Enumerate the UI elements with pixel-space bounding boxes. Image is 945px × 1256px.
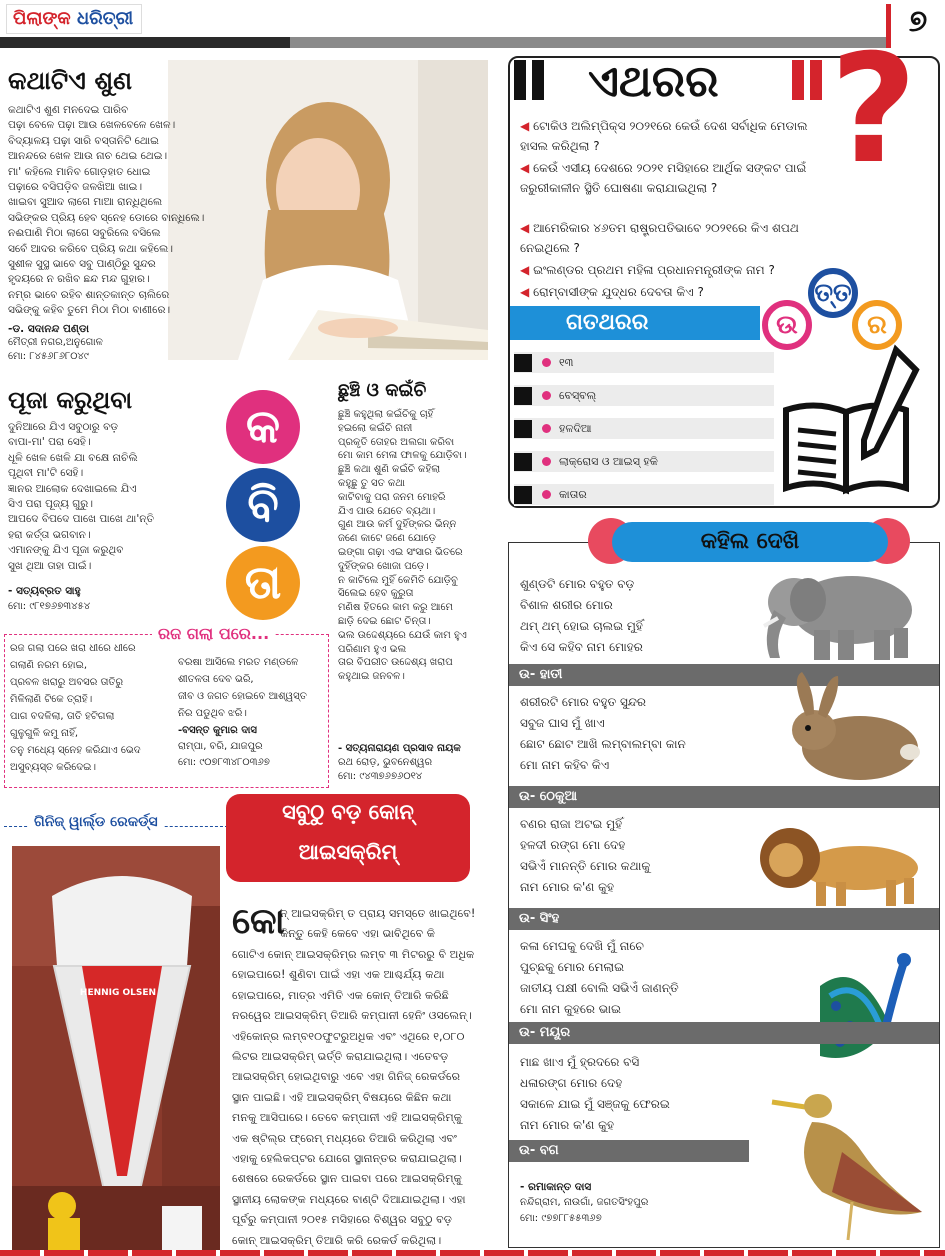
riddle-1 (520, 574, 643, 658)
puja-title: ପୂଜା କରୁଥିବା (8, 386, 133, 414)
riddle-line: ମାଛ ଖାଏ ମୁଁ ହ୍ରଦରେ ବସି (520, 1055, 640, 1069)
article-line: ଏହାକୁ ହେଲିକପ୍ଟର ଯୋଗେ ସ୍ଥାନାନ୍ତର କରାଯାଇଥିଲା। (232, 1152, 462, 1166)
poem-line: ହରା କର୍ତ୍ତା ଭଗବାନ। (8, 528, 91, 541)
riddle-line: ଜାତୀୟ ପକ୍ଷୀ ବୋଲି ସଭିଏଁ ଜାଣନ୍ତି (520, 981, 679, 995)
bullet-icon: ◀ (520, 263, 530, 277)
poem-line: ଜ୍ଞାନର ଆଲୋକ ଦେଖାଇଲେ ଯିଏ (8, 482, 137, 495)
poem-line: ସବେଁ ଆଦର କରିବେ ପ୍ରିୟ କଥା କହିଲେ। (8, 242, 173, 255)
kabita-letter-3: ତା (226, 546, 300, 620)
poem-line: ଧୂଳି ଖେଳ ଖେଳି ଯା ବକ୍ଷେ ନାଚିଲି (8, 451, 138, 464)
poem-line: କାଟିବାକୁ ପରା ଜନମ ମୋହରି (338, 491, 446, 503)
article-line: ପୂର୍ବରୁ କମ୍ପାନୀ ୨୦୧୫ ମସିହାରେ ବିଶ୍ୱର ସବୁଠୁ ବଡ଼ (232, 1213, 453, 1227)
kathatie-title: କଥାଟିଏ ଶୁଣ (8, 66, 132, 95)
riddle-line: ହଳଦୀ ରଙ୍ଗ ମୋ ଦେହ (520, 838, 626, 852)
article-line: ଲିଟର ଆଇସକ୍ରିମ୍ ଭର୍ତ୍ତି କରାଯାଇଥିଲା। ଏତେବଡ଼ (232, 1050, 449, 1064)
poem-line: ଯିଏ ପାଉ ଯେତେ ବ୍ୟଥା। (338, 505, 436, 517)
riddle-line: ଶରୀରଟି ମୋର ବହୁତ ସୁନ୍ଦର (520, 695, 647, 709)
poem-line: ସିଲେଇ ହେବ କୁରୁତା (338, 588, 414, 600)
chhunchi-address: ରଥ ରୋଡ଼, ଭୁବନେଶ୍ୱର (338, 757, 433, 768)
puja-phone: ମୋ: ୯୮୧୭୬୭୩୪୫୪ (8, 601, 91, 612)
answer-row (514, 451, 774, 473)
ethara-question-4 (520, 260, 820, 280)
poem-line: ପ୍ରବଳ ଖରାରୁ ଅବସର ତାତିରୁ (10, 677, 124, 688)
bullet-icon: ◀ (520, 221, 530, 235)
riddle-line: ନାମ ମୋର କ'ଣ କୁହ (520, 1118, 614, 1132)
poem-line: ଜଣେ କାଟେ ଜଣେ ଯୋଡ଼େ (338, 533, 436, 545)
poem-line: ମୋ କାମ ମେଳା ଫାଳକୁ ଯୋଡ଼ିବା। (338, 450, 467, 462)
kathatie-phone: ମୋ: ୮୪୫୬୮୬୮୦୪୯ (8, 351, 89, 362)
kathatie-address: ମୈତ୍ରୀ ନଗର,ଅନୁଗୋଳ (8, 337, 103, 348)
riddle-3 (520, 814, 650, 898)
riddle-1-answer: ଉ- ହାତୀ (509, 664, 939, 686)
answer-text: କାତାର (559, 487, 587, 501)
poem-line: ସଭିଙ୍କୁ କହିବ ତୁମେ ମିଠା ମିଠା ବାଣୀରେ। (8, 304, 171, 317)
poem-line: ସୁଖ ଥିଆ ତାହା ପାଇଁ। (8, 559, 92, 572)
riddle-2-answer: ଉ- ଠେକୁଆ (509, 786, 939, 808)
riddle-line: ଧଳାରଙ୍ଗ ମୋର ଦେହ (520, 1076, 623, 1090)
poem-line: ଦୁହିଁଙ୍କର ଖୋଜା ପଡ଼େ। (338, 560, 429, 572)
poem-line: ବିଦ୍ୟାଳୟ ପଢ଼ା ସାରି ବସ୍ତାନିଟି ଥୋଇ (8, 134, 159, 147)
article-line: ଶେଷରେ ରେକର୍ଡରେ ସ୍ଥାନ ପାଇବା ପରେ ଆଇସକ୍ରିମ୍‌କୁ (232, 1172, 462, 1186)
article-line: କିନ୍ତୁ କେହି କେବେ ଏହା ଭାବିଥିବେ କି (280, 927, 436, 941)
kathatie-author: -ଡ. ସଦାନନ୍ଦ ପଣ୍ଡା (8, 323, 90, 335)
poem-line: ସୁଶୀଳ ସୁସ୍ଥ ଭାବେ ସବୁ ପାଣ୍ଠିରୁ ସୁନ୍ଦର (8, 258, 156, 271)
poem-line: ଛାଡ଼ି ଦେଇ ଛୋଟ ଚିନ୍ତା। (338, 615, 431, 627)
poem-line: ଏମାନଙ୍କୁ ଯିଏ ପୂଜା କରୁଥିବ (8, 544, 124, 557)
poem-line: ତାର ବିପରୀତ ଉଦ୍ଦେଶ୍ୟ ଖରାପ (338, 657, 453, 669)
puja-poem (8, 420, 223, 574)
answer-text: ଲାକ୍ରୋସ ଓ ଆଇସ୍ ହକି (559, 454, 658, 468)
page-number: ୭ (908, 4, 928, 39)
raja-author: -ବସନ୍ତ କୁମାର ଦାସ (178, 725, 257, 736)
elephant-icon (742, 566, 932, 662)
ethara-question-5 (520, 282, 820, 302)
riddle-5-answer: ଉ- ବଗ (509, 1140, 749, 1162)
poem-line: ଛୁଞ୍ଚି କହୁଥିଲା କଇଁଚିକୁ ଚାହିଁ (338, 409, 434, 420)
article-line: ନ୍ ଆଇସକ୍ରିମ୍ ତ ପ୍ରାୟ ସମସ୍ତେ ଖାଇଥିବେ! (280, 907, 476, 920)
riddle-4 (520, 936, 679, 1020)
logo-part1: ପିଲାଙ୍କ (13, 8, 71, 29)
footer-stripe (0, 1250, 945, 1256)
header-bar-dark (0, 37, 290, 48)
answer-row (514, 484, 774, 506)
poem-line: ନିର ପଡୁଥିବ ଝରି। (178, 708, 247, 719)
article-line: ଏହିକୋନ୍‌ର ଲମ୍ବ୧୦ଫୁଟରୁଅଧିକ ଏବଂ ଏଥିରେ ୧,୦୮୦ (232, 1029, 465, 1043)
ethara-question-2 (520, 158, 820, 198)
poem-line: ଗଲାଣି ନରମ ହୋଇ, (10, 660, 88, 671)
answer-row (514, 352, 774, 374)
book-pencil-icon (776, 340, 926, 500)
poem-line: ସିଏ ପରା ପୂଜ୍ୟ ଗୁରୁ। (8, 498, 93, 511)
riddle-line: ସଭିଏଁ ମାନନ୍ତି ମୋର କଥାକୁ (520, 859, 651, 873)
icecream-cone-photo (12, 846, 220, 1250)
riddle-line: ମୋ ନାମ କହିବ କିଏ (520, 758, 610, 772)
poem-line: ପରିଣାମ ହୁଏ ଭଲ (338, 643, 407, 655)
article-line: ଆଇସକ୍ରିମ୍ ହୋଇଥିବାରୁ ଏବେ ଏହା ଗିନିଜ୍ ରେକର୍ଡରେ (232, 1070, 461, 1084)
ethara-bar-right-1 (792, 60, 804, 100)
chhunchi-phone: ମୋ: ୯୪୩୭୬୭୬୦୧୪ (338, 771, 423, 782)
riddle-line: ବିଶାଳ ଶରୀର ମୋର (520, 598, 613, 612)
poem-line: ଭଲ ଉଦ୍ଦେଶ୍ୟରେ ଯେଉଁ କାମ ହୁଏ (338, 629, 467, 641)
ethara-bar-left-1 (514, 60, 526, 100)
riddle-2 (520, 692, 686, 776)
icecream-brand-text: HENNIG OLSEN (79, 988, 157, 998)
poem-line: କହୁଛୁ ତୁ ସତ କଥା (338, 477, 406, 489)
heron-icon (752, 1062, 932, 1242)
question-mark-icon: ? (830, 23, 918, 197)
kathatie-poem (8, 103, 308, 319)
answer-row (514, 385, 774, 407)
question-text: ଟୋକିଓ ଅଲିମ୍ପିକ୍ସ ୨୦୨୧ରେ କେଉଁ ଦେଶ ସର୍ବାଧିକ ମେଡାଲ ହାସଲ କରିଥିଲା ? (520, 119, 808, 153)
poem-line: ଗୁଣ ଆଉ କର୍ମ ଦୁହିଁଙ୍କର ଭିନ୍ନ (338, 519, 457, 531)
question-text: କେଉଁ ଏସୀୟ ଦେଶରେ ୨୦୨୧ ମସିହାରେ ଆର୍ଥିକ ସଙ୍କଟ ପାଇଁ ଜରୁରୀକାଳୀନ ସ୍ଥିତି ଘୋଷଣା କରାଯାଇଥିଲା ? (520, 161, 807, 195)
riddle-line: ଶୁଣ୍ଡଟି ମୋର ବହୁତ ବଡ଼ (520, 577, 635, 591)
logo-part2: ଧରିତ୍ରୀ (76, 8, 134, 29)
poem-line: ପୃଥିବୀ ମା'ଟି ସେହି। (8, 467, 84, 480)
icecream-title-line1: ସବୁଠୁ ବଡ଼ କୋନ୍ (282, 800, 414, 824)
poem-line: ହୃଦୟରେ ନ ରଖିବ ଛନ୍ଦ ମନ୍ଦ ଗୁହାର। (8, 273, 150, 286)
poem-line: ହଇଲୋ କଇଁଚି ନାନୀ (338, 422, 413, 434)
answer-row (514, 418, 774, 440)
poem-line: ପଢ଼ା ବେଳେ ପଢ଼ା ଆଉ ଖେଳବେଳେ ଖେଳ। (8, 119, 176, 132)
poem-line: ଜୀବ ଓ ଜଗତ ହୋଇବେ ଆଶ୍ୱସ୍ତ (178, 691, 307, 702)
poem-line: ମଣିଷ ହିତରେ କାମ କରୁ ଆମେ (338, 602, 453, 614)
raja-phone: ମୋ: ୯୦୭୮୩୪୮୦୩୬୭ (178, 757, 270, 768)
riddle-line: କଳା ମେଘକୁ ଦେଖି ମୁଁ ନାଚେ (520, 939, 644, 953)
riddle-line: ନାମ ମୋର କ'ଣ କୁହ (520, 880, 614, 894)
poem-line: ଅସୁବ୍ୟସ୍ତ କରିଦେଇ। (10, 762, 96, 773)
ethara-question-3 (520, 218, 820, 258)
ethara-title: ଏଥରର (588, 56, 719, 107)
kahila-author: - ରମାକାନ୍ତ ଦାସ (520, 1181, 592, 1193)
riddle-line: ସକାଳେ ଯାଇ ମୁଁ ସଞ୍ଜକୁ ଫେରଇ (520, 1097, 670, 1111)
answer-text: ୧୩ (559, 355, 574, 369)
kahila-title: କହିଲ ଦେଖି (700, 529, 800, 554)
guinness-label: ଗିନିଜ୍ ୱାର୍ଲ୍ଡ ରେକର୍ଡ୍ସ (28, 814, 164, 830)
poem-line: କଥାଟିଏ ଶୁଣ ମନଦେଇ ପାରିବ (8, 104, 129, 116)
kahila-address: ନନ୍ଦିଗ୍ରାମ, ନାଉଗାଁ, ଜଗତସିଂହପୁର (520, 1197, 649, 1208)
article-line: ନରୱେର ଆଇସକ୍ରିମ୍ ତିଆରି କମ୍ପାନୀ ହେନିଂ ଓସଲେନ୍। (232, 1009, 472, 1023)
peacock-icon (800, 946, 920, 1070)
poem-line: ପଢ଼ାରେ ବସିପଡ଼ିବ ଜଳଖିଆ ଖାଇ। (8, 181, 143, 194)
poem-line: ପ୍ରକୃତି ତୋହର ଅଲଗା କରିବା (338, 436, 455, 448)
article-line: ଗୋଟିଏ କୋନ୍ ଆଇସକ୍ରିମ୍‌ର ଲମ୍ବ ୩ ମିଟରରୁ ବି ଅଧିକ (232, 948, 475, 961)
article-line: ହୋଇପାରେ, ମାତ୍ର ଏମିତି ଏକ କୋନ୍ ତିଆରି କରିଛି (232, 988, 449, 1002)
poem-line: ମା' କହିଲେ ମାନିବ ଗୋଡ଼ହାତ ଧୋଇ (8, 165, 151, 178)
chhunchi-title: ଛୁଞ୍ଚି ଓ କଇଁଚି (338, 380, 427, 401)
article-line: ସ୍ଥାନ ପାଇଛି। ଏହି ଆଇସକ୍ରିମ୍ ବିଷୟରେ କିଛିନ କଥା (232, 1090, 452, 1104)
poem-line: କହୁଥାଇ ଜନବଳ। (338, 671, 405, 683)
poem-line: ବରଷା ଆସିଲେ ମରତ ମଣ୍ଡଳେ (178, 657, 299, 668)
riddle-line: ଛୋଟ ଛୋଟ ଆଖି ଲମ୍ବାଲମ୍ବା କାନ (520, 737, 686, 751)
icecream-dropcap: କୋ (232, 901, 285, 942)
poem-line: ଗୁଳୁଗୁଳି କମୁ ନାହିଁ, (10, 728, 79, 739)
question-text: ଇଂଲଣ୍ଡର ପ୍ରଥମ ମହିଳା ପ୍ରଧାନମନ୍ତ୍ରୀଙ୍କ ନାମ ? (533, 263, 775, 277)
poem-line: ଖାଇବା ସୁଆଦ ଲାଗେ ମାଆ ରାନ୍ଧିଥିଲେ (8, 196, 163, 209)
riddle-line: ଥମ୍ ଥମ୍ ହୋଇ ଚାଲଇ ମୁହିଁ (520, 619, 643, 633)
poem-line: ଇଙ୍ଗା ଗଢ଼ା ଏଇ ସଂସାର ଭିତରେ (338, 546, 463, 558)
riddle-line: କିଏ ସେ କହିବ ନାମ ମୋହର (520, 640, 643, 654)
bullet-icon: ◀ (520, 285, 530, 299)
kabita-letter-1: କ (226, 390, 300, 464)
ethara-bar-right-2 (810, 60, 822, 100)
header-bar-grey (290, 37, 886, 48)
raja-col2 (178, 654, 326, 722)
poem-line: ସଭିଙ୍କର ପ୍ରିୟ ହେବ ସ୍ନେହ ଡୋରେ ବାନ୍ଧିଲେ। (8, 211, 205, 224)
icecream-title-line2: ଆଇସକ୍ରିମ୍ (298, 840, 398, 864)
gata-title: ଗତଥରର (566, 310, 649, 335)
bullet-icon: ◀ (520, 161, 530, 175)
riddle-line: ବଣର ରାଜା ଅଟଇ ମୁହିଁ (520, 817, 623, 831)
poem-line: ମିଳିଲାଣି ଟିକେ ତ୍ରାହି। (10, 694, 93, 705)
article-line: ଏକ ଷ୍ଟିଲ୍‌ର ଫ୍ରେମ୍ ମଧ୍ୟରେ ତିଆରି କରିଥିଲା ଏବଂ (232, 1131, 457, 1145)
kabita-letter-2: ବି (226, 468, 300, 542)
uttar-letter-2: ତ୍ତ (808, 268, 858, 318)
poem-line: ଛୁଞ୍ଚି କଥା ଶୁଣି କଇଁଚି କହିଲା (338, 464, 441, 476)
question-text: ରୋମ୍‌ବାସୀଙ୍କ ଯୁଦ୍ଧର ଦେବତା କିଏ ? (533, 285, 704, 299)
poem-line: ପାଗ ବଦଳିଲା, ତାତି ହଟିଗଲା (10, 711, 115, 722)
ethara-bar-left-2 (532, 60, 544, 100)
kahila-phone: ମୋ: ୯୭୭୮୮୫୫୩୬୭ (520, 1213, 602, 1224)
bullet-icon: ◀ (520, 119, 530, 133)
riddle-line: ପୁଚ୍ଛକୁ ମୋର ମେଲାଇ (520, 960, 625, 974)
riddle-line: ସବୁଜ ଘାସ ମୁଁ ଖାଏ (520, 716, 605, 730)
raja-col1 (10, 640, 145, 776)
article-line: ସ୍ଥାନୀୟ ଲୋକଙ୍କ ମଧ୍ୟରେ ବାଣ୍ଟି ଦିଆଯାଇଥିଲା। ଏହା (232, 1192, 466, 1206)
chhunchi-author: - ସତ୍ୟନାରାୟଣ ପ୍ରସାଦ ନାୟକ (338, 743, 461, 754)
article-line: ହୋଇପାରେ! ଶୁଣିବା ପାଇଁ ଏହା ଏକ ଆଶ୍ଚର୍ଯ୍ୟ କଥା (232, 968, 445, 982)
masthead-logo (6, 4, 142, 34)
uttar-letter-1: ଉ (762, 300, 812, 350)
riddle-4-answer: ଉ- ମୟୂର (509, 1022, 939, 1044)
chhunchi-poem (338, 408, 498, 684)
ethara-question-1 (520, 116, 830, 156)
poem-line: ଆନନ୍ଦରେ ଖେଳ ଆଉ ନାଚ ଥେଇ ଥେଇ। (8, 150, 168, 163)
answer-text: ବେସ୍‌ବଲ୍ (559, 388, 597, 402)
riddle-5 (520, 1052, 670, 1136)
poem-line: ଆପଦେ ବିପଦେ ପାଖେ ପାଖେ ଥା'ନ୍ତି (8, 513, 154, 526)
article-line: କୋନ୍ ଆଇସକ୍ରିମ୍ ତିଆରି କରି ରେକର୍ଡ କରିଥିଲା। (232, 1233, 442, 1247)
question-text: ଆମେରିକାର ୪୬ତମ ରାଷ୍ଟ୍ରପତିଭାବେ ୨୦୨୧ରେ କିଏ ଶପଥ ନେଇଥିଲେ ? (520, 221, 799, 255)
puja-author: - ସତ୍ୟବ୍ରତ ସାହୁ (8, 585, 81, 597)
poem-line: ତନୁ ମଧ୍ୟେ ସ୍ନେହ କରିଯାଏ ଭେଦ (10, 745, 141, 756)
riddle-line: ମୋ ନାମ କୁହରେ ଭାଇ (520, 1002, 621, 1016)
poem-line: ନ କାଟିଲେ ମୁହିଁ କେମିତି ଯୋଡ଼ିବୁ (338, 574, 458, 586)
poem-line: ରଜ ଗଲା ପରେ ଖରା ଧୀରେ ଧୀରେ (10, 643, 136, 654)
article-line: ମନକୁ ଆସିପାରେ। ତେବେ କମ୍ପାନୀ ଏହି ଆଇସକ୍ରିମ୍‌କୁ (232, 1111, 463, 1125)
answer-text: ହଳଦିଆ (559, 421, 592, 435)
poem-line: ନମ୍ର ଭାବେ ରହିବ ଶାନ୍ତକାନ୍ତ ଚାଲିରେ (8, 288, 170, 301)
lion-icon (756, 826, 926, 906)
uttar-letter-3: ର (852, 300, 902, 350)
raja-address: ରାମ୍ପା, ବରି, ଯାଜପୁର (178, 741, 263, 752)
raja-title: ରଜ ଗଲା ପରେ... (152, 624, 275, 644)
icecream-first-lines (280, 904, 498, 945)
poem-line: ଦୁନିଆରେ ଯିଏ ସବୁଠାରୁ ବଡ଼ (8, 421, 119, 433)
poem-line: ଶୀତଳତା ଦେବ ଭରି, (178, 674, 254, 685)
rabbit-icon (770, 668, 930, 784)
poem-line: ବାପା-ମା' ପରା ସେହି। (8, 436, 91, 449)
gata-answers (514, 352, 774, 506)
icecream-article (232, 945, 498, 1251)
poem-line: ନଈପାଣି ମିଠା ଲାଗେ ସବୁରିଲେ ବସିଲେ (8, 227, 161, 240)
riddle-3-answer: ଉ- ସିଂହ (509, 908, 939, 930)
